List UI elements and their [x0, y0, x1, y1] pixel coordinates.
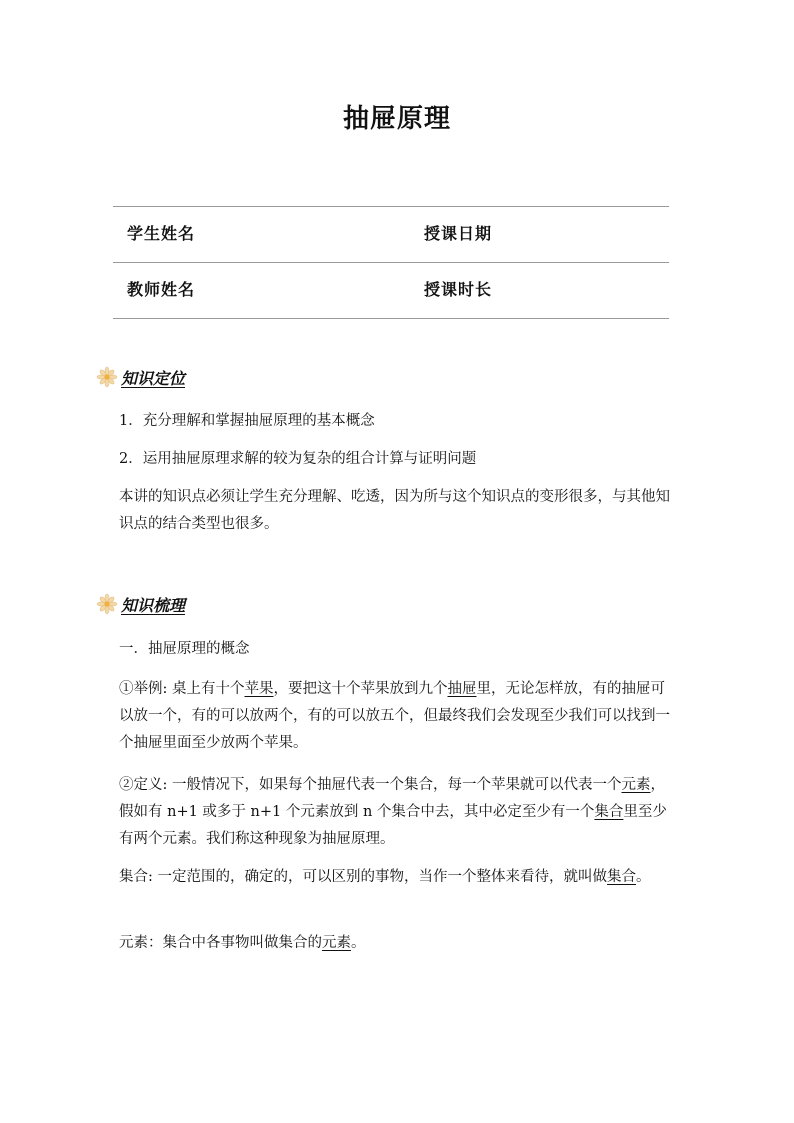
- section-heading-positioning: [96, 364, 185, 390]
- set-definition-paragraph: [119, 864, 679, 891]
- positioning-item-1: 1．充分理解和掌握抽屉原理的基本概念: [119, 413, 375, 429]
- example-paragraph: [119, 676, 679, 757]
- section-heading-review: [96, 591, 185, 617]
- underlined-term: 抽屉: [447, 681, 477, 697]
- text-run: ，要把这十个苹果放到九个: [273, 681, 448, 697]
- info-row-2: [113, 263, 669, 319]
- lesson-duration-label: 授课时长: [424, 280, 493, 299]
- underlined-term: 元素: [322, 935, 351, 951]
- text-run: 里，无论怎样放，有的抽屉可以放一个，有的可以放两个，有的可以放五个，但最终我们会发现至少我们可以找到一个抽屉里面至少放两个苹果。: [119, 681, 670, 751]
- underlined-term: 集合: [607, 869, 636, 885]
- underlined-term: 元素: [621, 777, 651, 793]
- document-title: 抽屉原理: [342, 104, 451, 134]
- text-run: ①举例: 桌上有十个: [119, 681, 245, 697]
- review-subheading: 一．抽屉原理的概念: [119, 641, 250, 657]
- underlined-term: 苹果: [244, 681, 274, 697]
- text-run: 集合: 一定范围的，确定的，可以区别的事物，当作一个整体来看待，就叫做: [119, 869, 607, 885]
- flower-icon: [96, 593, 118, 615]
- student-info-table: [113, 206, 669, 319]
- positioning-note: 本讲的知识点必须让学生充分理解、吃透，因为所与这个知识点的变形很多，与其他知识点的结合类型也很多。: [119, 489, 670, 532]
- definition-paragraph: [119, 772, 679, 853]
- lesson-date-label: 授课日期: [424, 224, 493, 243]
- section-title: 知识定位: [121, 368, 186, 388]
- text-run: ②定义: 一般情况下，如果每个抽屉代表一个集合，每一个苹果就可以代表一个: [119, 777, 622, 793]
- text-run: 元素：集合中各事物叫做集合的: [119, 935, 322, 951]
- text-run: 里至少有两个元素。我们称这种现象为抽屉原理。: [119, 804, 667, 847]
- underlined-term: 集合: [594, 804, 624, 820]
- info-row-1: [113, 207, 669, 263]
- text-run: 。: [636, 869, 651, 885]
- student-name-label: 学生姓名: [127, 224, 196, 243]
- element-definition-paragraph: [119, 930, 679, 957]
- text-run: ，假如有 n+1 或多于 n+1 个元素放到 n 个集合中去，其中必定至少有一个: [119, 777, 665, 820]
- section-title: 知识梳理: [121, 595, 186, 615]
- teacher-name-label: 教师姓名: [127, 280, 196, 299]
- flower-icon: [96, 366, 118, 388]
- text-run: 。: [351, 935, 366, 951]
- positioning-item-2: 2．运用抽屉原理求解的较为复杂的组合计算与证明问题: [119, 451, 477, 467]
